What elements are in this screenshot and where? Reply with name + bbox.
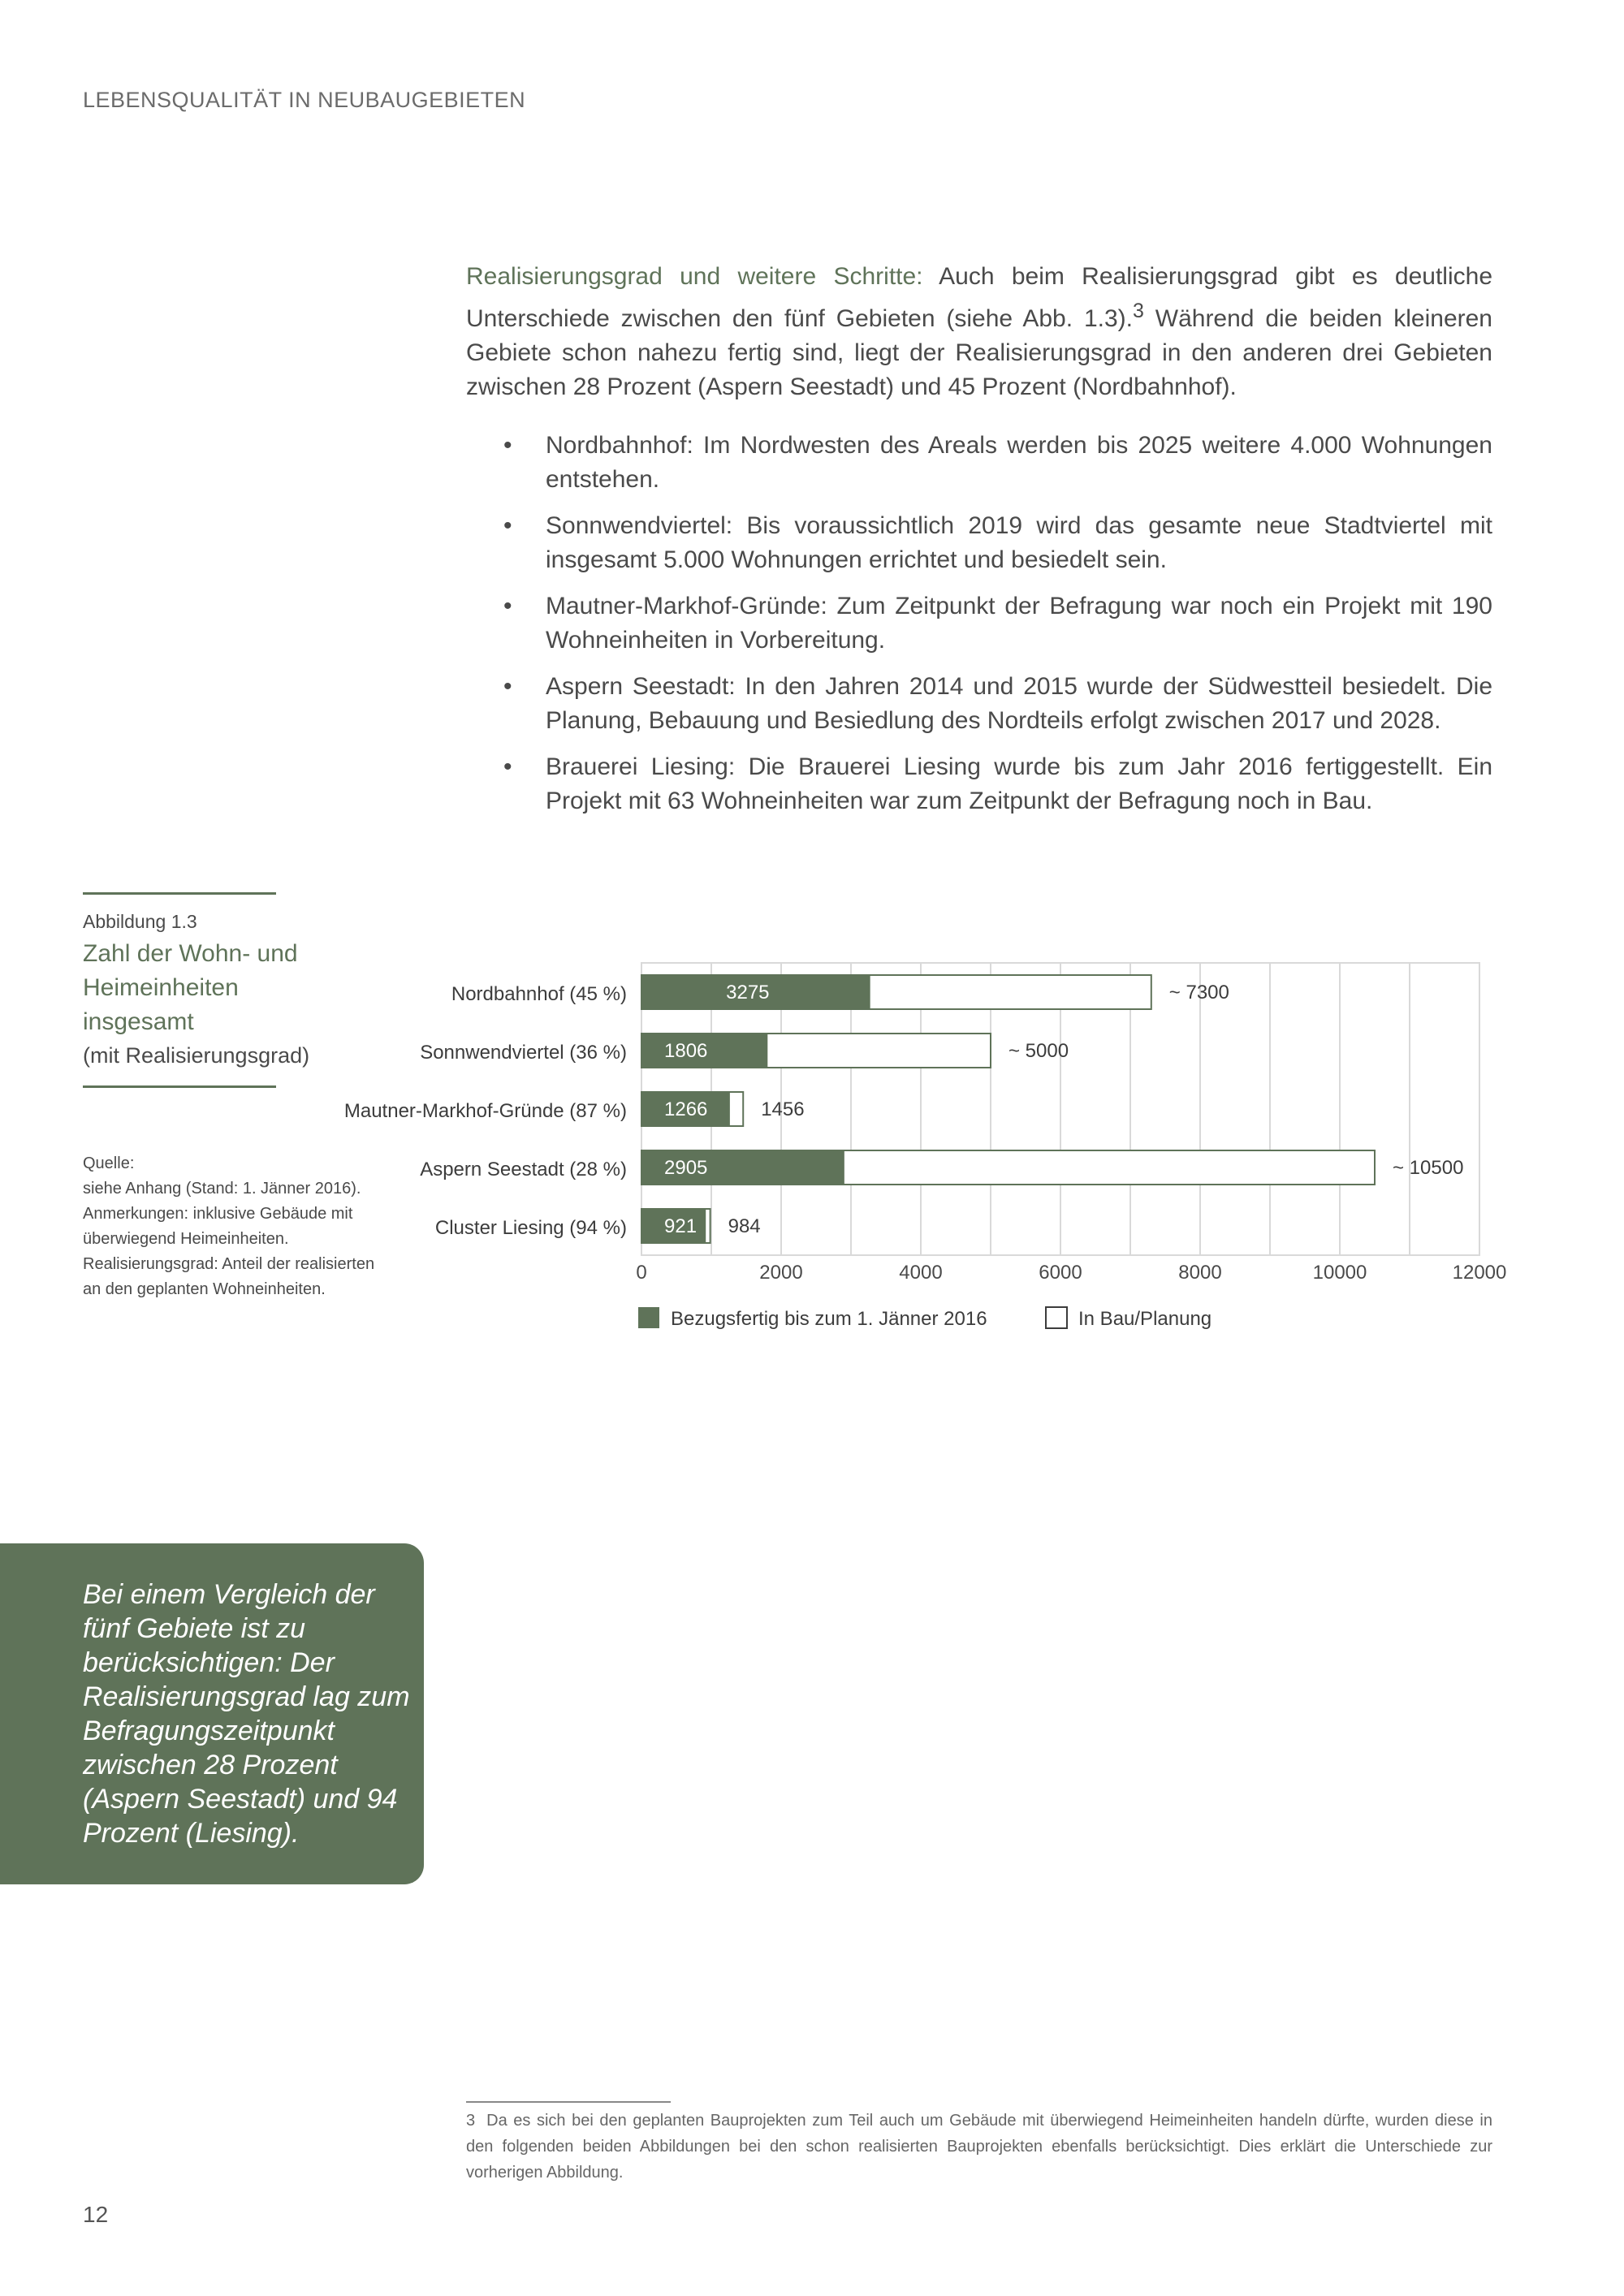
bullet-icon: • xyxy=(503,432,512,459)
footnote xyxy=(466,2108,1492,2186)
category-label: Sonnwendviertel (36 %) xyxy=(420,1042,627,1064)
legend-swatch-completed xyxy=(638,1307,659,1328)
figure-title: Zahl der Wohn- und Heimeinheiten insgesamt xyxy=(83,940,298,1035)
category-label: Mautner-Markhof-Gründe (87 %) xyxy=(343,1100,627,1122)
source-line: an den geplanten Wohneinheiten. xyxy=(83,1280,326,1298)
x-tick-label: 8000 xyxy=(1178,1262,1222,1284)
data-label-completed: 921 xyxy=(664,1215,698,1237)
footnote-rule xyxy=(466,2101,671,2103)
bullet-text: Nordbahnhof: Im Nordwesten des Areals werden bis 2025 weitere 4.000 Wohnungen entstehen. xyxy=(546,432,1492,493)
paragraph-text-continued: Während die beiden kleineren Gebiete schon nahezu fertig sind, liegt der Realisierungsgrad in den anderen drei Gebieten zwischen 28 Prozent (Aspern Seestadt) und 45 Prozent (Nordbahnhof). xyxy=(466,305,1492,400)
source-line: siehe Anhang (Stand: 1. Jänner 2016). xyxy=(83,1180,361,1198)
legend-swatch-planned xyxy=(1046,1307,1067,1328)
data-label-completed: 1806 xyxy=(664,1040,708,1062)
x-tick-label: 12000 xyxy=(1452,1262,1507,1284)
bullet-icon: • xyxy=(503,673,512,700)
legend-label-completed: Bezugsfertig bis zum 1. Jänner 2016 xyxy=(671,1308,987,1330)
footnote-text: Da es sich bei den geplanten Bauprojekten zum Teil auch um Gebäude mit überwiegend Heimeinheiten handeln dürfte, wurden diese in den folgenden beiden Abbildungen bei den schon realisierten Bauprojekten ebenfalls berücksichtigt. Dies erklärt die Unterschiede zur vorherigen Abbildung. xyxy=(466,2112,1492,2182)
source-line: Realisierungsgrad: Anteil der realisierten xyxy=(83,1255,375,1273)
x-tick-label: 6000 xyxy=(1039,1262,1082,1284)
data-label-total: ~ 7300 xyxy=(1168,982,1229,1003)
footnote-reference[interactable]: 3 xyxy=(1132,300,1144,322)
bullet-text: Mautner-Markhof-Gründe: Zum Zeitpunkt der Befragung war noch ein Projekt mit 190 Wohneinheiten in Vorbereitung. xyxy=(546,593,1492,654)
data-label-completed: 2905 xyxy=(664,1157,708,1179)
paragraph-text: Auch beim Realisierungsgrad gibt es deutliche Unterschiede zwischen den fünf Gebieten (siehe Abb. 1.3). xyxy=(466,263,1493,332)
bullet-text: Sonnwendviertel: Bis voraussichtlich 2019 wird das gesamte neue Stadtviertel mit insgesamt 5.000 Wohnungen errichtet und besiedelt sein. xyxy=(546,512,1492,573)
footnote-number: 3 xyxy=(466,2112,476,2130)
data-label-completed: 3275 xyxy=(726,982,770,1003)
category-label: Nordbahnhof (45 %) xyxy=(451,983,627,1005)
source-line: überwiegend Heimeinheiten. xyxy=(83,1230,289,1248)
data-label-total: 984 xyxy=(728,1215,761,1237)
data-label-total: ~ 5000 xyxy=(1009,1040,1069,1062)
x-tick-label: 10000 xyxy=(1312,1262,1367,1284)
bullet-text: Brauerei Liesing: Die Brauerei Liesing wurde bis zum Jahr 2016 fertiggestellt. Ein Projekt mit 63 Wohneinheiten war zum Zeitpunkt der Befragung noch in Bau. xyxy=(546,753,1492,814)
data-label-total: 1456 xyxy=(761,1098,805,1120)
data-label-completed: 1266 xyxy=(664,1098,708,1120)
data-label-total: ~ 10500 xyxy=(1393,1157,1464,1179)
figure-number: Abbildung 1.3 xyxy=(83,911,197,932)
source-line: Anmerkungen: inklusive Gebäude mit xyxy=(83,1205,353,1223)
bullet-icon: • xyxy=(503,753,512,780)
category-label: Aspern Seestadt (28 %) xyxy=(420,1159,627,1180)
paragraph-lead: Realisierungsgrad und weitere Schritte: xyxy=(466,263,923,290)
x-tick-label: 2000 xyxy=(759,1262,803,1284)
bullet-icon: • xyxy=(503,593,512,619)
callout-text: Bei einem Vergleich der fünf Gebiete ist zu berücksichtigen: Der Realisierungsgrad lag zum Befragungszeitpunkt zwischen 28 Prozent (Aspern Seestadt) und 94 Prozent (Liesing). xyxy=(83,1579,410,1849)
bullet-text: Aspern Seestadt: In den Jahren 2014 und 2015 wurde der Südwestteil besiedelt. Die Planung, Bebauung und Besiedlung des Nordteils erfolgt zwischen 2017 und 2028. xyxy=(546,673,1492,734)
x-tick-label: 4000 xyxy=(899,1262,943,1284)
page-number: 12 xyxy=(83,2202,109,2227)
legend-label-planned: In Bau/Planung xyxy=(1078,1308,1212,1330)
x-tick-label: 0 xyxy=(636,1262,647,1284)
category-label: Cluster Liesing (94 %) xyxy=(434,1217,627,1239)
source-line: Quelle: xyxy=(83,1154,135,1172)
figure-subtitle: (mit Realisierungsgrad) xyxy=(83,1043,310,1068)
bullet-icon: • xyxy=(503,512,512,539)
running-header: LEBENSQUALITÄT IN NEUBAUGEBIETEN xyxy=(83,88,526,112)
